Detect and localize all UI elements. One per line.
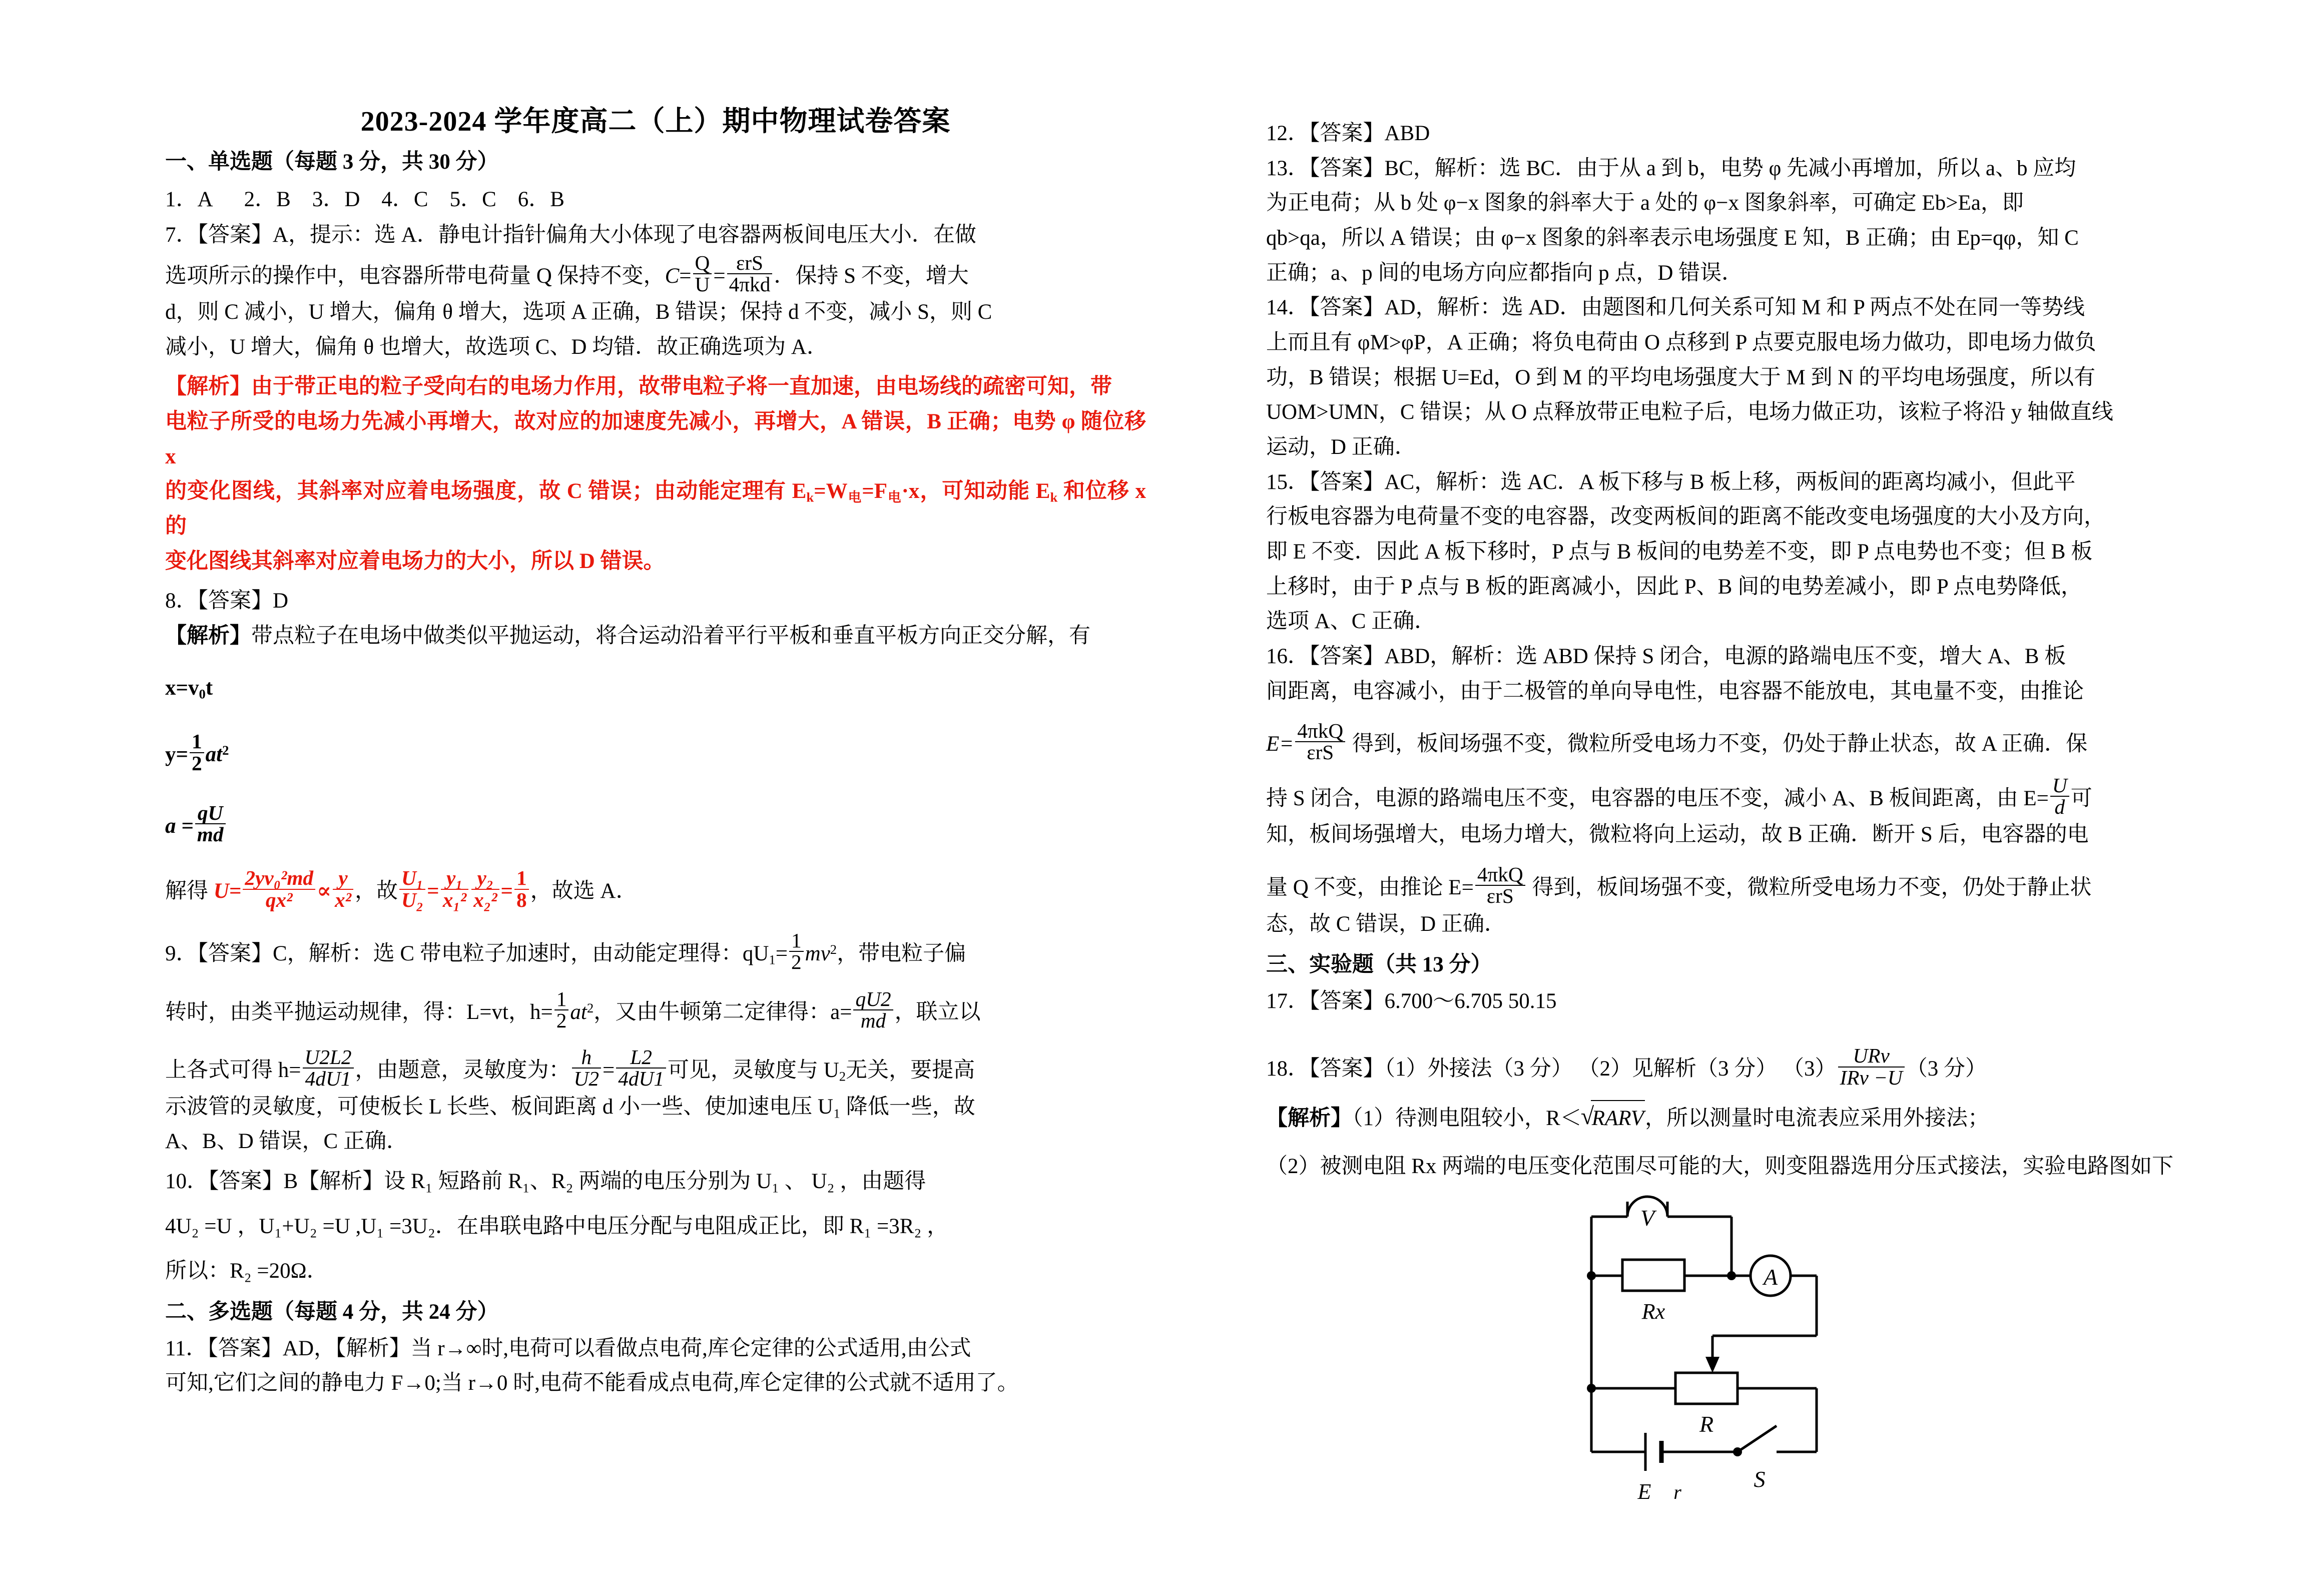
section-header-single-choice: 一、单选题（每题 3 分，共 30 分） [165, 150, 499, 174]
q11-line-1: 11．【答案】AD，【解析】当 r→∞时,电荷可以看做点电荷,库仑定律的公式适用,由公式 [165, 1336, 971, 1360]
q16-line-2: 间距离，电容减小，由于二极管的单向导电性，电容器不能放电，其电量不变，由推论 [1266, 679, 2084, 703]
fraction-one-half: $\frac{1}{2}$ [190, 731, 204, 774]
q8-red-ratio: $\frac{\text{U₁}}{\text{U₂}}$ = $\frac{\text{y₁}}{\text{x₁²}}$ $\frac{\text{y₂}}{\text{x₂²}}$ = $\frac{1}{8}$ [398, 879, 530, 903]
q8-analysis-line: 【解析】带点粒子在电场中做类似平抛运动，将合运动沿着平行平板和垂直平板方向正交分解，有 [165, 624, 1090, 648]
q13-line-3: qb>qa，所以 A 错误；由 φ−x 图象的斜率表示电场强度 E 知，B 正确；由 Ep=qφ，知 C [1266, 226, 2079, 250]
q16-line-4: 持 S 闭合，电源的路端电压不变，电容器的电压不变，减小 A、B 板间距离，由 E= $\frac{U}{d}$ 可 [1266, 773, 2092, 818]
q7-analysis-line-1: 【解析】由于带正电的粒子受向右的电场力作用，故带电粒子将一直加速，由电场线的疏密可知，带 [165, 375, 1112, 399]
q14-line-5: 运动，D 正确． [1266, 435, 1416, 459]
junction-dot-bottom-left [1587, 1384, 1596, 1393]
q10-line-2: 4U₂ =U ，U₁+U₂ =U ,U₁ =3U₂．在串联电路中电压分配与电阻成正比，即 R₁ =3R₂ ， [165, 1214, 949, 1238]
q17-answer-line: 17．【答案】6.700～6.705 50.15 [1266, 989, 1557, 1013]
objective-answer-row: 1．A 2．B 3．D 4．C 5．C 6．B [165, 187, 564, 211]
q18-analysis-line-2: （2）被测电阻 Rx 两端的电压变化范围尽可能的大，则变阻器选用分压式接法，实验电路图如下 [1266, 1154, 2174, 1178]
q8-result-line: 解得 U= $\frac{\text{2yv₀²md}}{\text{qx²}}$ ∝ $\frac{y}{\text{x²}}$ ，故 $\frac{\text{U₁}}{\text{U₂}}$ = $\frac{\text{y₁}}{\text{x₁²}}$ $\frac{\text{y₂}}{\text{x₂²}}$ = $\frac{1}{8}$ ，故选 A． [165, 866, 638, 911]
fraction-one-half-q9b: $\frac{1}{2}$ [554, 989, 569, 1031]
q13-line-1: 13．【答案】BC，解析：选 BC．由于从 a 到 b，电势 φ 先减小再增加，所以 a、b 应均 [1266, 156, 2076, 180]
q7-line-2: 选项所示的操作中，电容器所带电荷量 Q 保持不变，C= $\frac{Q}{U}$ = $\frac{\text{εrS}}{\text{4πkd}}$ ．保持 S 不变，增大 [165, 251, 969, 296]
section-header-experiment: 三、实验题（共 13 分） [1266, 953, 1492, 977]
switch-label: S [1754, 1466, 1766, 1492]
q9-line-1: 9．【答案】C，解析：选 C 带电粒子加速时，由动能定理得：$qU_1=$ $\frac{1}{2}$ $mv^2$，带电粒子偏 [165, 929, 966, 974]
circuit-diagram-svg [1561, 1187, 1957, 1532]
q15-line-1: 15．【答案】AC，解析：选 AC．A 板下移与 B 板上移，两板间的距离均减小，但此平 [1266, 470, 2076, 494]
fraction-u2l2-over-4du1: $\frac{U2L2}{4dU1}$ [303, 1047, 354, 1090]
page-title: 2023-2024 学年度高二（上）期中物理试卷答案 [360, 106, 951, 137]
section-header-multi-choice: 二、多选题（每题 4 分，共 24 分） [165, 1300, 499, 1324]
fraction-y-over-x2: $\frac{y}{\text{x²}}$ [333, 868, 353, 910]
q8-formula-a: a = $\frac{qU}{md}$ [165, 803, 1146, 845]
sqrt-ra-rv: √ RARV [1582, 1100, 1645, 1136]
fraction-qu-over-md: $\frac{qU}{md}$ [195, 803, 226, 845]
experiment-circuit-figure [1266, 1187, 2242, 1532]
q14-line-1: 14．【答案】AD，解析：选 AD．由题图和几何关系可知 M 和 P 两点不处在同一等势线 [1266, 296, 2085, 320]
q18-analysis-line-1: 【解析】（1）待测电阻较小，R＜ √ RARV，所以测量时电流表应采用外接法； [1266, 1100, 2252, 1136]
q10-line-3: 所以：R₂ =20Ω． [165, 1259, 328, 1283]
fraction-y1-over-x1sq: $\frac{\text{y₁}}{\text{x₁²}}$ [441, 868, 468, 910]
q16-line-1: 16．【答案】ABD，解析：选 ABD 保持 S 闭合，电源的路端电压不变，增大 A、B 板 [1266, 644, 2066, 668]
rheostat-r-body [1675, 1373, 1738, 1404]
resistor-rx-body [1622, 1260, 1684, 1291]
q7-line-3: d，则 C 减小，U 增大，偏角 θ 增大，选项 A 正确，B 错误；保持 d 不变，减小 S，则 C [165, 300, 992, 324]
fraction-u1-over-u2: $\frac{\text{U₁}}{\text{U₂}}$ [399, 868, 425, 910]
q10-line-1: 10．【答案】B【解析】设 R₁ 短路前 R₁、R₂ 两端的电压分别为 U₁ 、 U₂ ，由题得 [165, 1170, 926, 1194]
fraction-one-half-q9: $\frac{1}{2}$ [789, 930, 804, 973]
fraction-l2-over-4du1: $\frac{L2}{4dU1}$ [616, 1047, 666, 1090]
fraction-one-eighth: $\frac{1}{8}$ [514, 868, 529, 910]
q7-analysis-line-2: 电粒子所受的电场力先减小再增大，故对应的加速度先减小，再增大，A 错误，B 正确；电势 φ 随位移 x [165, 410, 1146, 468]
rx-label: Rx [1641, 1299, 1665, 1324]
q15-line-5: 选项 A、C 正确． [1266, 610, 1436, 634]
q15-line-2: 行板电容器为电荷量不变的电容器，改变两板间的距离不能改变电场强度的大小及方向， [1266, 505, 2105, 529]
r-label: R [1699, 1411, 1714, 1437]
q11-line-2: 可知,它们之间的静电力 F→0;当 r→0 时,电荷不能看成点电荷,库仑定律的公式就不适用了。 [165, 1371, 1019, 1395]
junction-dot-top-left [1587, 1271, 1596, 1280]
analysis-tag: 【解析】 [165, 375, 251, 399]
q18-answer-line: 18．【答案】（1）外接法（3 分） （2）见解析（3 分） （3） $\frac{\text{URv}}{\text{IRv −U}}$ （3 分） [1266, 1044, 1987, 1089]
right-column [1266, 0, 2252, 1532]
q9-line-4: 示波管的灵敏度，可使板长 L 长些、板间距离 d 小一些、使加速电压 U₁ 降低一些，故 [165, 1095, 975, 1119]
q9-line-2: 转时，由类平抛运动规律，得：L=vt，h= $\frac{1}{2}$ $at^2$，又由牛顿第二定律得：a= $\frac{qU2}{md}$ ，联立以 [165, 987, 981, 1032]
q7-red-analysis-block [165, 369, 1146, 579]
q15-line-4: 上移时，由于 P 点与 B 板的距离减小，因此 P、B 间的电势差减小，即 P 点电势降低， [1266, 575, 2082, 599]
emf-label: E [1637, 1479, 1651, 1504]
left-column [165, 0, 1146, 1401]
fraction-y2-over-x2sq: $\frac{\text{y₂}}{\text{x₂²}}$ [471, 868, 499, 910]
analysis-tag: 【解析】 [1266, 1107, 1352, 1131]
wiper-arrow-icon [1705, 1357, 1719, 1373]
q14-line-4: UOM>UMN，C 错误；从 O 点释放带正电粒子后，电场力做正功，该粒子将沿 y 轴做直线 [1266, 400, 2113, 424]
q7-line-4: 减小，U 增大，偏角 θ 也增大，故选项 C、D 均错．故正确选项为 A． [165, 335, 828, 359]
fraction-u-over-d: $\frac{U}{d}$ [2050, 775, 2069, 818]
q7-analysis-line-3: 的变化图线，其斜率对应着电场强度，故 C 错误；由动能定理有 $E_k=W_电=F_电\cdot x$，可知动能 $E_k$ 和位移 x 的 [165, 479, 1146, 539]
q14-line-3: 功，B 错误；根据 U=Ed，O 到 M 的平均电场强度大于 M 到 N 的平均电场强度，所以有 [1266, 365, 2096, 389]
q8-formula-x: $x=v_0t$ [165, 676, 213, 702]
fraction-q-over-u: $\frac{Q}{U}$ [693, 253, 712, 295]
fraction-4pikq-over-epsrs-b: $\frac{\text{4πkQ}}{\text{εrS}}$ [1475, 864, 1525, 907]
q9-line-5: A、B、D 错误，C 正确． [165, 1130, 408, 1154]
q9-line-3: 上各式可得 h= $\frac{U2L2}{4dU1}$ ，由题意，灵敏度为： $\frac{h}{U2}$ = $\frac{L2}{4dU1}$ 可见，灵敏度与 $U_2$无关，要提高 [165, 1045, 975, 1091]
q7-line2-suffix: ．保持 S 不变，增大 [774, 264, 969, 288]
q7-line-1: 7．【答案】A，提示：选 A．静电计指针偏角大小体现了电容器两板间电压大小．在做 [165, 223, 976, 247]
switch-pivot-dot [1733, 1447, 1742, 1456]
q13-line-4: 正确；a、p 间的电场方向应都指向 p 点，D 错误． [1266, 261, 1744, 285]
q14-line-2: 上而且有 φM>φP，A 正确；将负电荷由 O 点移到 P 点要克服电场力做功，即电场力做负 [1266, 330, 2096, 354]
q8-red-formula: U= $\frac{\text{2yv₀²md}}{\text{qx²}}$ ∝ $\frac{y}{\text{x²}}$ [214, 879, 355, 903]
junction-dot-mid [1727, 1271, 1736, 1280]
right-column-top-spacer [1266, 0, 2252, 116]
fraction-4pikq-over-epsrs-a: $\frac{\text{4πkQ}}{\text{εrS}}$ [1295, 721, 1345, 763]
fraction-h-over-u2: $\frac{h}{U2}$ [572, 1047, 601, 1090]
q15-line-3: 即 E 不变．因此 A 板下移时，P 点与 B 板间的电势差不变，即 P 点电势也不变；但 B 板 [1266, 540, 2093, 564]
q13-line-2: 为正电荷；从 b 处 φ−x 图象的斜率大于 a 处的 φ−x 图象斜率，可确定 Eb>Ea，即 [1266, 191, 2024, 215]
q16-line-5: 知，板间场强增大，电场力增大，微粒将向上运动，故 B 正确．断开 S 后，电容器的电 [1266, 823, 2089, 847]
ammeter-label: A [1763, 1264, 1778, 1290]
q12-answer-line: 12．【答案】ABD [1266, 122, 1430, 145]
voltmeter-label: V [1640, 1205, 1655, 1231]
switch-blade [1738, 1426, 1777, 1452]
q16-line-3: E= $\frac{\text{4πkQ}}{\text{εrS}}$ 得到，板间场强不变，微粒所受电场力不变，仍处于静止状态，故 A 正确．保 [1266, 719, 2088, 764]
fraction-u-expression: $\frac{\text{2yv₀²md}}{\text{qx²}}$ [243, 868, 315, 910]
q16-line-7: 态，故 C 错误，D 正确． [1266, 912, 1506, 936]
q8-answer-line: 8．【答案】D [165, 589, 289, 613]
q7-line2-prefix: 选项所示的操作中，电容器所带电荷量 Q 保持不变， [165, 264, 665, 288]
internal-resistance-label: r [1673, 1481, 1681, 1504]
analysis-tag: 【解析】 [165, 624, 251, 648]
fraction-qu2-over-md: $\frac{qU2}{md}$ [853, 989, 893, 1031]
q8-formula-y: y= $\frac{1}{2}$ $at^2$ [165, 730, 229, 775]
q7-analysis-line-4: 变化图线其斜率对应着电场力的大小，所以 D 错误。 [165, 549, 665, 573]
q16-line-6: 量 Q 不变，由推论 E= $\frac{\text{4πkQ}}{\text{εrS}}$ 得到，板间场强不变，微粒所受电场力不变，仍处于静止状 [1266, 862, 2092, 908]
fraction-epsrs-over-4pikd: $\frac{\text{εrS}}{\text{4πkd}}$ [727, 253, 773, 295]
fraction-urv-over-irv-minus-u: $\frac{\text{URv}}{\text{IRv −U}}$ [1838, 1045, 1905, 1088]
